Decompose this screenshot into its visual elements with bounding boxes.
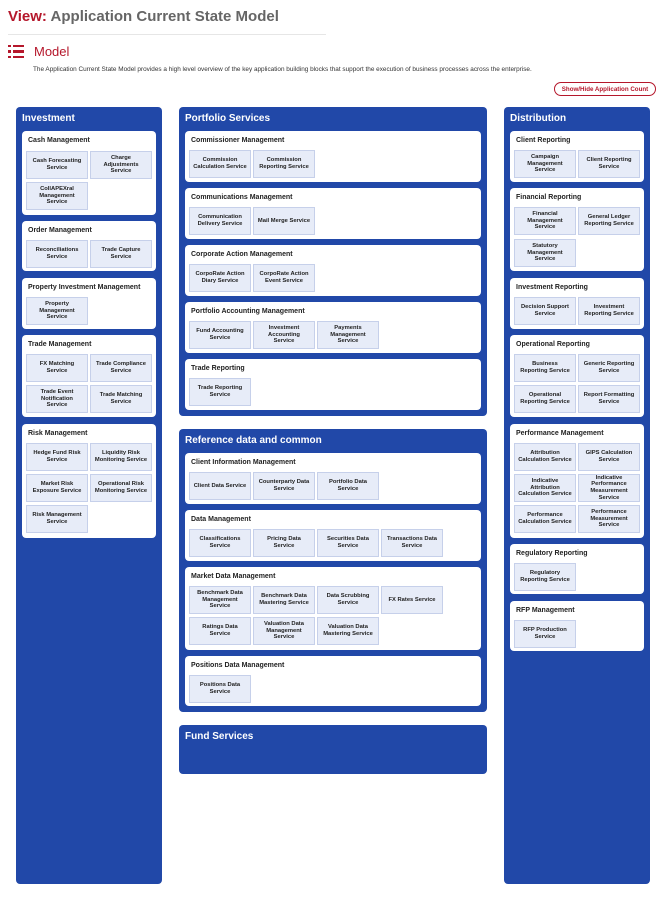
service-risk-management[interactable]: Risk Management Service <box>26 505 88 533</box>
group-portfolio-accounting-management <box>185 302 481 353</box>
service-generic-reporting[interactable]: Generic Reporting Service <box>578 354 640 382</box>
group-title: Cash Management <box>28 137 90 144</box>
group-title: RFP Management <box>516 607 575 614</box>
service-positions-data[interactable]: Positions Data Service <box>189 675 251 703</box>
group-regulatory-reporting <box>510 544 644 594</box>
group-title: Performance Management <box>516 430 604 437</box>
service-attribution-calculation[interactable]: Attribution Calculation Service <box>514 443 576 471</box>
group-title: Corporate Action Management <box>191 251 293 258</box>
service-property-management[interactable]: Property Management Service <box>26 297 88 325</box>
view-label: View: <box>8 8 47 25</box>
service-corporate-action-event[interactable]: CorpoRate Action Event Service <box>253 264 315 292</box>
column-investment <box>16 107 162 884</box>
service-ratings-data[interactable]: Ratings Data Service <box>189 617 251 645</box>
service-hedge-fund-risk[interactable]: Hedge Fund Risk Service <box>26 443 88 471</box>
service-indicative-performance-measurement[interactable]: Indicative Performance Measurement Service <box>578 474 640 502</box>
service-investment-accounting[interactable]: Investment Accounting Service <box>253 321 315 349</box>
group-client-reporting <box>510 131 644 182</box>
service-trade-compliance[interactable]: Trade Compliance Service <box>90 354 152 382</box>
group-commissioner-management <box>185 131 481 182</box>
service-financial-management[interactable]: Financial Management Service <box>514 207 576 235</box>
service-investment-reporting[interactable]: Investment Reporting Service <box>578 297 640 325</box>
group-title: Positions Data Management <box>191 662 285 669</box>
group-trade-reporting <box>185 359 481 410</box>
service-operational-reporting[interactable]: Operational Reporting Service <box>514 385 576 413</box>
service-client-reporting[interactable]: Client Reporting Service <box>578 150 640 178</box>
group-property-investment-management <box>22 278 156 329</box>
service-indicative-attribution-calculation[interactable]: Indicative Attribution Calculation Service <box>514 474 576 502</box>
list-icon <box>8 45 24 59</box>
group-cash-management <box>22 131 156 215</box>
service-payments-management[interactable]: Payments Management Service <box>317 321 379 349</box>
view-title: Application Current State Model <box>50 8 279 25</box>
column-title: Reference data and common <box>185 435 322 446</box>
group-title: Commissioner Management <box>191 137 285 144</box>
group-title: Market Data Management <box>191 573 276 580</box>
group-trade-management <box>22 335 156 417</box>
group-title: Portfolio Accounting Management <box>191 308 305 315</box>
group-corporate-action-management <box>185 245 481 296</box>
group-title: Data Management <box>191 516 251 523</box>
service-portfolio-data[interactable]: Portfolio Data Service <box>317 472 379 500</box>
service-trade-event-notification[interactable]: Trade Event Notification Service <box>26 385 88 413</box>
column-title: Investment <box>22 113 75 124</box>
service-performance-measurement[interactable]: Performance Measurement Service <box>578 505 640 533</box>
service-fund-accounting[interactable]: Fund Accounting Service <box>189 321 251 349</box>
page-title <box>8 8 279 25</box>
service-counterparty-data[interactable]: Counterparty Data Service <box>253 472 315 500</box>
model-description: The Application Current State Model provides a high level overview of the key application building blocks that support the execution of business processes across the enterprise. <box>33 66 532 73</box>
service-trade-reporting[interactable]: Trade Reporting Service <box>189 378 251 406</box>
group-data-management <box>185 510 481 561</box>
service-fx-matching[interactable]: FX Matching Service <box>26 354 88 382</box>
service-rfp-production[interactable]: RFP Production Service <box>514 620 576 648</box>
service-general-ledger-reporting[interactable]: General Ledger Reporting Service <box>578 207 640 235</box>
group-client-information-management <box>185 453 481 504</box>
service-charge-adjustments[interactable]: Charge Adjustments Service <box>90 151 152 179</box>
service-collateral-management[interactable]: CollAPEXral Management Service <box>26 182 88 210</box>
service-valuation-data-mastering[interactable]: Valuation Data Mastering Service <box>317 617 379 645</box>
group-market-data-management <box>185 567 481 650</box>
service-mail-merge[interactable]: Mail Merge Service <box>253 207 315 235</box>
group-risk-management <box>22 424 156 538</box>
group-rfp-management <box>510 601 644 651</box>
group-title: Communications Management <box>191 194 293 201</box>
service-campaign-management[interactable]: Campaign Management Service <box>514 150 576 178</box>
service-business-reporting[interactable]: Business Reporting Service <box>514 354 576 382</box>
service-data-scrubbing[interactable]: Data Scrubbing Service <box>317 586 379 614</box>
group-title: Risk Management <box>28 430 88 437</box>
group-title: Trade Reporting <box>191 365 245 372</box>
service-trade-matching[interactable]: Trade Matching Service <box>90 385 152 413</box>
group-title: Financial Reporting <box>516 194 582 201</box>
column-fund-services <box>179 725 487 774</box>
group-title: Investment Reporting <box>516 284 588 291</box>
service-benchmark-data-management[interactable]: Benchmark Data Management Service <box>189 586 251 614</box>
group-title: Operational Reporting <box>516 341 590 348</box>
group-positions-data-management <box>185 656 481 706</box>
service-commission-reporting[interactable]: Commission Reporting Service <box>253 150 315 178</box>
service-liquidity-risk-monitoring[interactable]: Liquidity Risk Monitoring Service <box>90 443 152 471</box>
group-performance-management <box>510 424 644 538</box>
group-title: Regulatory Reporting <box>516 550 588 557</box>
service-securities-data[interactable]: Securities Data Service <box>317 529 379 557</box>
service-reconciliations[interactable]: Reconciliations Service <box>26 240 88 268</box>
group-title: Client Information Management <box>191 459 296 466</box>
service-cash-forecasting[interactable]: Cash Forecasting Service <box>26 151 88 179</box>
service-trade-capture[interactable]: Trade Capture Service <box>90 240 152 268</box>
group-title: Client Reporting <box>516 137 571 144</box>
column-reference-data <box>179 429 487 712</box>
model-heading <box>8 44 69 59</box>
service-gips-calculation[interactable]: GIPS Calculation Service <box>578 443 640 471</box>
service-transactions-data[interactable]: Transactions Data Service <box>381 529 443 557</box>
service-market-risk-exposure[interactable]: Market Risk Exposure Service <box>26 474 88 502</box>
header-divider <box>8 34 326 35</box>
service-operational-risk-monitoring[interactable]: Operational Risk Monitoring Service <box>90 474 152 502</box>
group-title: Property Investment Management <box>28 284 141 291</box>
column-title: Distribution <box>510 113 567 124</box>
service-report-formatting[interactable]: Report Formatting Service <box>578 385 640 413</box>
column-distribution <box>504 107 650 884</box>
group-communications-management <box>185 188 481 239</box>
service-corporate-action-diary[interactable]: CorpoRate Action Diary Service <box>189 264 251 292</box>
service-pricing-data[interactable]: Pricing Data Service <box>253 529 315 557</box>
service-fx-rates[interactable]: FX Rates Service <box>381 586 443 614</box>
show-hide-application-count-button[interactable]: Show/Hide Application Count <box>554 82 656 96</box>
group-operational-reporting <box>510 335 644 417</box>
group-order-management <box>22 221 156 271</box>
service-benchmark-data-mastering[interactable]: Benchmark Data Mastering Service <box>253 586 315 614</box>
service-classifications[interactable]: Classifications Service <box>189 529 251 557</box>
column-title: Portfolio Services <box>185 113 271 124</box>
group-financial-reporting <box>510 188 644 271</box>
column-portfolio-services <box>179 107 487 416</box>
service-performance-calculation[interactable]: Performance Calculation Service <box>514 505 576 533</box>
service-regulatory-reporting[interactable]: Regulatory Reporting Service <box>514 563 576 591</box>
group-investment-reporting <box>510 278 644 329</box>
service-commission-calculation[interactable]: Commission Calculation Service <box>189 150 251 178</box>
column-title: Fund Services <box>185 731 254 742</box>
service-decision-support[interactable]: Decision Support Service <box>514 297 576 325</box>
group-title: Order Management <box>28 227 92 234</box>
group-title: Trade Management <box>28 341 92 348</box>
service-communication-delivery[interactable]: Communication Delivery Service <box>189 207 251 235</box>
model-title: Model <box>34 44 70 59</box>
service-statutory-management[interactable]: Statutory Management Service <box>514 239 576 267</box>
service-valuation-data-management[interactable]: Valuation Data Management Service <box>253 617 315 645</box>
service-client-data[interactable]: Client Data Service <box>189 472 251 500</box>
